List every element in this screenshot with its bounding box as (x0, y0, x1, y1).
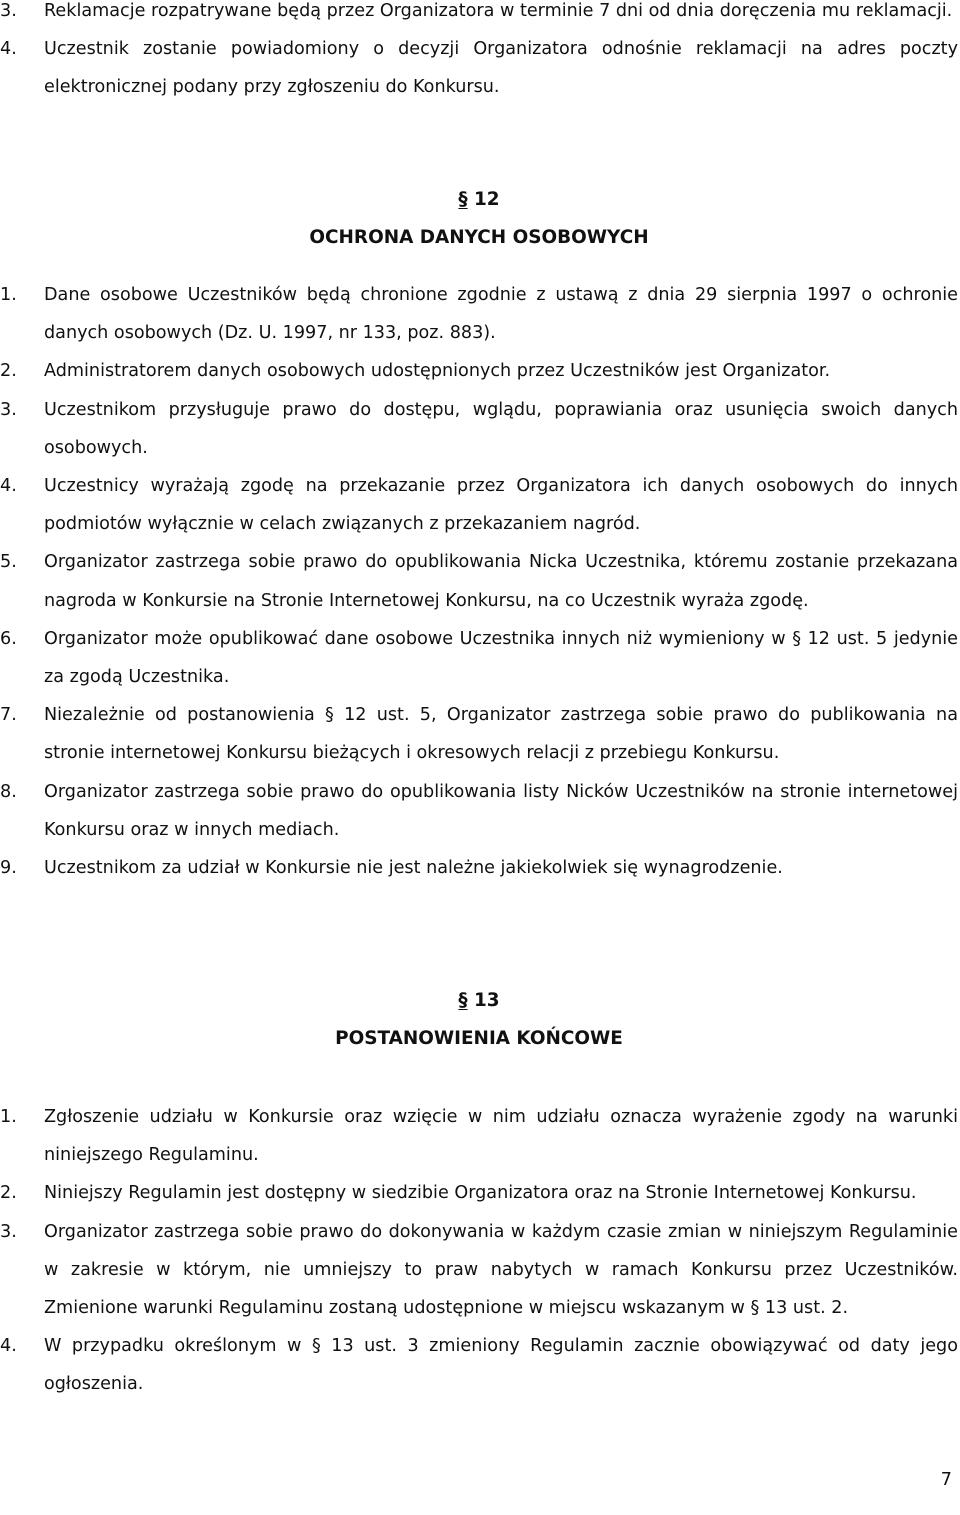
list-item (0, 1174, 958, 1212)
paragraph-number (0, 181, 958, 219)
top-list (0, 0, 958, 107)
list-item (0, 1098, 958, 1174)
section-number: 13 (474, 990, 500, 1011)
section-13-heading (0, 982, 958, 1058)
item-number: 3. (0, 1, 17, 21)
item-text: Uczestnik zostanie powiadomiony o decyzji Organizatora odnośnie reklamacji na adres poczty elektronicznej podany przy zgłoszeniu do Konkursu. (44, 39, 958, 98)
list-item (0, 276, 958, 352)
item-text: Zgłoszenie udziału w Konkursie oraz wzięcie w nim udziału oznacza wyrażenie zgody na warunki niniejszego Regulaminu. (44, 1107, 958, 1166)
item-number: 3. (0, 1221, 17, 1242)
item-number: 2. (0, 361, 17, 382)
item-text: W przypadku określonym w § 13 ust. 3 zmieniony Regulamin zacznie obowiązywać od daty jego ogłoszenia. (44, 1336, 958, 1395)
item-text: Niezależnie od postanowienia § 12 ust. 5, Organizator zastrzega sobie prawo do publikowania na stronie internetowej Konkursu bieżących i okresowych relacji z przebiegu Konkursu. (44, 705, 958, 764)
section-12-list (0, 276, 958, 887)
list-item (0, 30, 958, 106)
item-number: 1. (0, 1107, 17, 1127)
item-text: Organizator zastrzega sobie prawo do opublikowania listy Nicków Uczestników na stronie internetowej Konkursu oraz w innych mediach. (44, 781, 958, 840)
list-item (0, 0, 958, 30)
list-item (0, 352, 958, 390)
list-item (0, 849, 958, 887)
section-sign: § (458, 189, 468, 210)
item-number: 2. (0, 1183, 17, 1204)
item-number: 4. (0, 476, 17, 497)
section-title: OCHRONA DANYCH OSOBOWYCH (309, 227, 649, 248)
item-text: Organizator może opublikować dane osobowe Uczestnika innych niż wymieniony w § 12 ust. 5 jedynie za zgodą Uczestnika. (44, 628, 958, 688)
item-number: 4. (0, 1336, 17, 1357)
section-sign: § (458, 990, 468, 1011)
item-text: Uczestnicy wyrażają zgodę na przekazanie przez Organizatora ich danych osobowych do innych podmiotów wyłącznie w celach związanych z przekazaniem nagród. (44, 476, 958, 535)
item-number: 5. (0, 552, 17, 573)
list-item (0, 467, 958, 543)
list-item (0, 620, 958, 696)
section-title: POSTANOWIENIA KOŃCOWE (335, 1028, 623, 1049)
list-item (0, 543, 958, 619)
item-number: 1. (0, 285, 17, 305)
item-number: 7. (0, 705, 17, 726)
item-number: 3. (0, 399, 17, 420)
paragraph-number (0, 982, 958, 1020)
list-item (0, 1327, 958, 1403)
item-text: Reklamacje rozpatrywane będą przez Organizatora w terminie 7 dni od dnia doręczenia mu reklamacji. (44, 1, 953, 21)
item-text: Niniejszy Regulamin jest dostępny w siedzibie Organizatora oraz na Stronie Internetowej Konkursu. (44, 1183, 917, 1204)
item-number: 4. (0, 39, 17, 60)
item-number: 6. (0, 628, 17, 649)
section-number: 12 (474, 189, 500, 210)
section-13-list (0, 1098, 958, 1404)
page-number: 7 (940, 1470, 952, 1490)
item-number: 9. (0, 858, 17, 879)
item-text: Organizator zastrzega sobie prawo do dokonywania w każdym czasie zmian w niniejszym Regulaminie w zakresie w którym, nie umniejszy to praw nabytych w ramach Konkursu przez Uczestników. Zmienione warunki Regulaminu zostaną udostępnione w miejscu wskazanym w § 13 ust. 2. (44, 1221, 958, 1319)
item-text: Uczestnikom przysługuje prawo do dostępu, wglądu, poprawiania oraz usunięcia swoich danych osobowych. (44, 399, 958, 458)
list-item (0, 773, 958, 849)
item-number: 8. (0, 781, 17, 802)
item-text: Organizator zastrzega sobie prawo do opublikowania Nicka Uczestnika, któremu zostanie przekazana nagroda w Konkursie na Stronie Internetowej Konkursu, na co Uczestnik wyraża zgodę. (44, 552, 958, 611)
list-item (0, 1213, 958, 1328)
section-12-heading (0, 181, 958, 257)
list-item (0, 696, 958, 772)
item-text: Administratorem danych osobowych udostępnionych przez Uczestników jest Organizator. (44, 361, 831, 382)
item-text: Dane osobowe Uczestników będą chronione zgodnie z ustawą z dnia 29 sierpnia 1997 o ochronie danych osobowych (Dz. U. 1997, nr 133, poz. 883). (44, 285, 958, 344)
item-text: Uczestnikom za udział w Konkursie nie jest należne jakiekolwiek się wynagrodzenie. (44, 858, 783, 879)
list-item (0, 391, 958, 467)
